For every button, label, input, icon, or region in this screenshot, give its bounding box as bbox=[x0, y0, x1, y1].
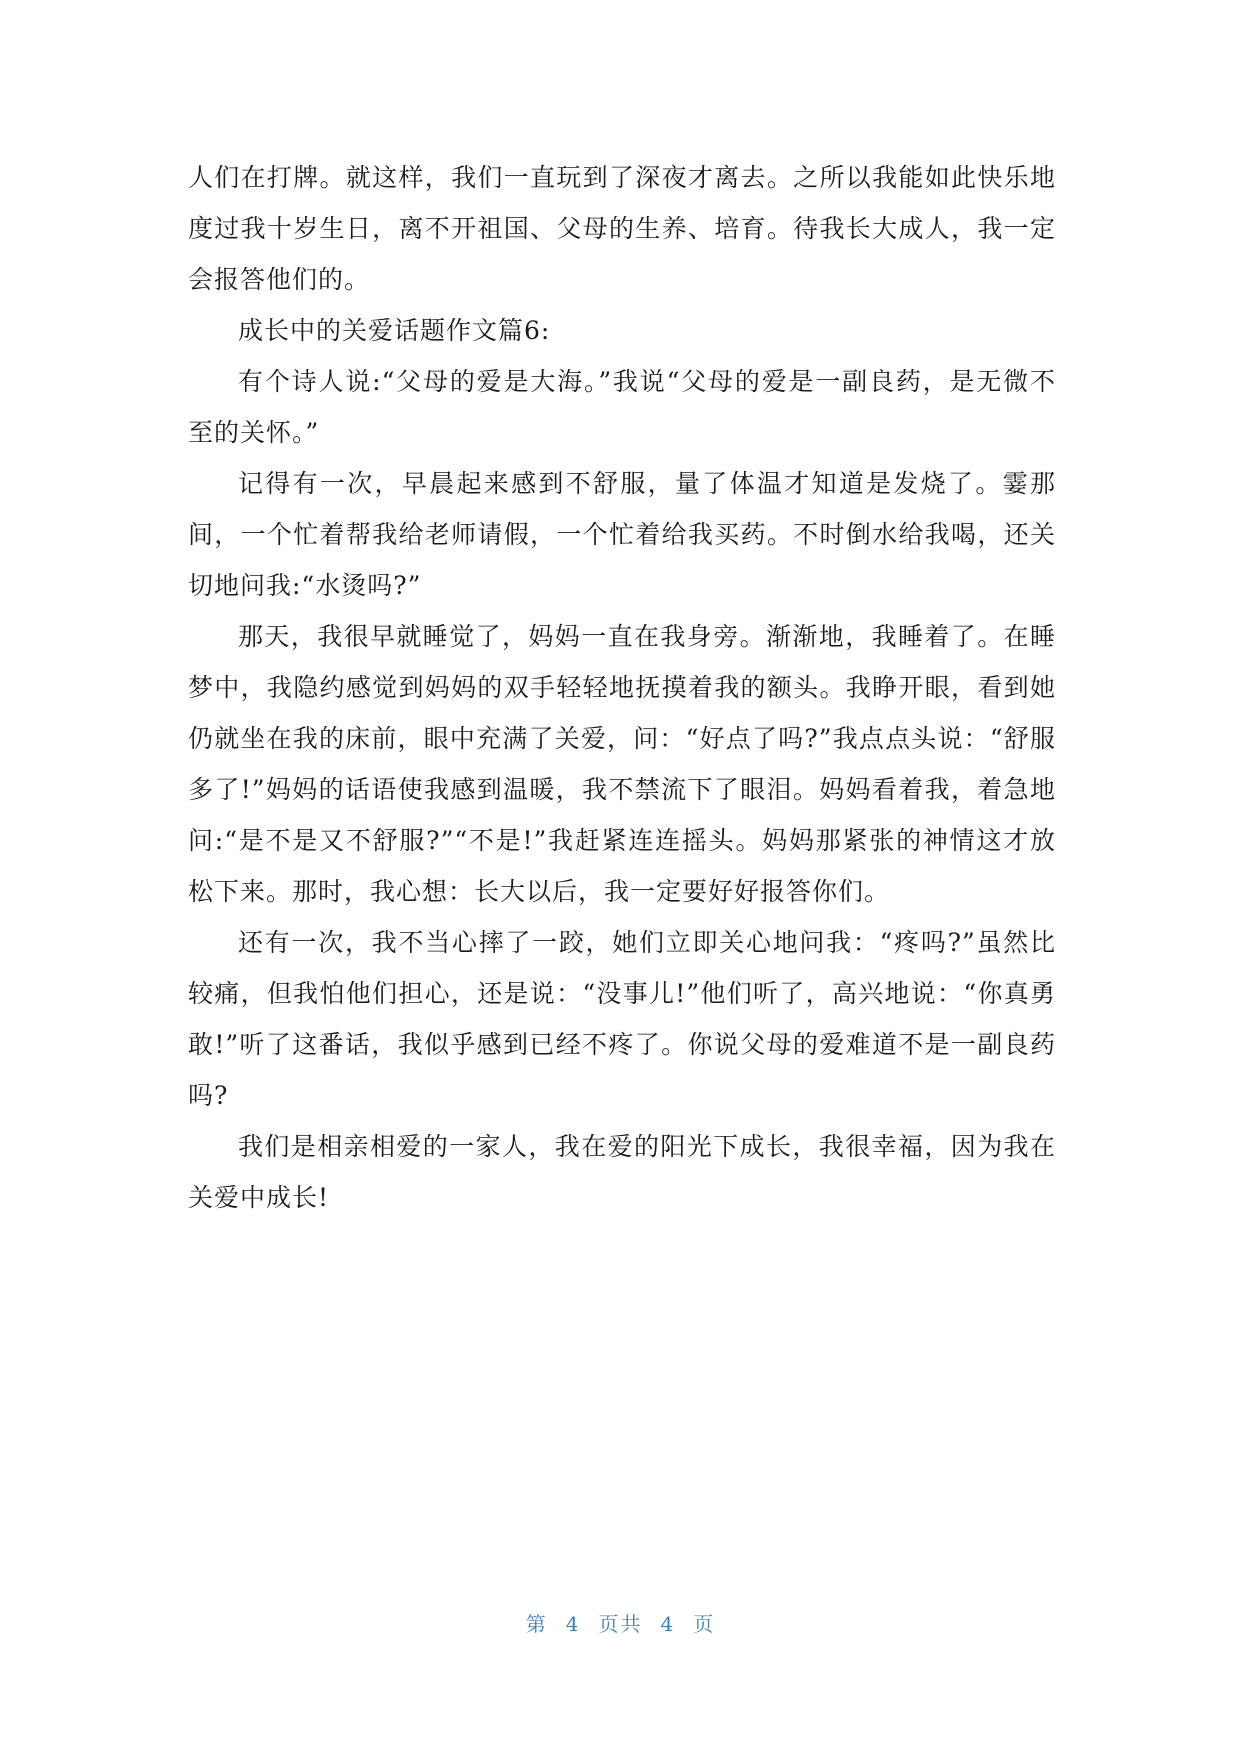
paragraph-birthday-ending: 人们在打牌。就这样，我们一直玩到了深夜才离去。之所以我能如此快乐地度过我十岁生日，离不开祖国、父母的生养、培育。待我长大成人，我一定会报答他们的。 bbox=[188, 163, 1056, 294]
paragraph-fever-morning: 记得有一次，早晨起来感到不舒服，量了体温才知道是发烧了。霎那间，一个忙着帮我给老师请假，一个忙着给我买药。不时倒水给我喝，还关切地问我:“水烫吗?” bbox=[188, 469, 1056, 600]
footer-total-pages: 4 bbox=[660, 1612, 676, 1636]
paragraph-mother-care: 那天，我很早就睡觉了，妈妈一直在我身旁。渐渐地，我睡着了。在睡梦中，我隐约感觉到妈妈的双手轻轻地抚摸着我的额头。我睁开眼，看到她仍就坐在我的床前，眼中充满了关爱，问：“好点了吗?”我点点头说：“舒服多了!”妈妈的话语使我感到温暖，我不禁流下了眼泪。妈妈看着我，着急地问:“是不是又不舒服?”“不是!”我赶紧连连摇头。妈妈那紧张的神情这才放松下来。那时，我心想：长大以后，我一定要好好报答你们。 bbox=[188, 622, 1056, 906]
paragraph-poet-quote: 有个诗人说:“父母的爱是大海。”我说“父母的爱是一副良药，是无微不至的关怀。” bbox=[188, 367, 1056, 447]
paragraph-fall-story: 还有一次，我不当心摔了一跤，她们立即关心地问我：“疼吗?”虽然比较痛，但我怕他们担心，还是说：“没事儿!”他们听了，高兴地说：“你真勇敢!”听了这番话，我似乎感到已经不疼了。你说父母的爱难道不是一副良药吗? bbox=[188, 928, 1056, 1110]
document-body bbox=[188, 152, 1056, 1223]
footer-suffix: 页 bbox=[693, 1612, 716, 1636]
footer-current-page: 4 bbox=[565, 1612, 581, 1636]
paragraph-conclusion: 我们是相亲相爱的一家人，我在爱的阳光下成长，我很幸福，因为我在关爱中成长! bbox=[188, 1132, 1056, 1212]
footer-prefix: 第 bbox=[525, 1612, 548, 1636]
page-footer bbox=[0, 1610, 1241, 1638]
footer-middle: 页共 bbox=[598, 1612, 643, 1636]
essay-heading: 成长中的关爱话题作文篇6: bbox=[238, 316, 551, 345]
